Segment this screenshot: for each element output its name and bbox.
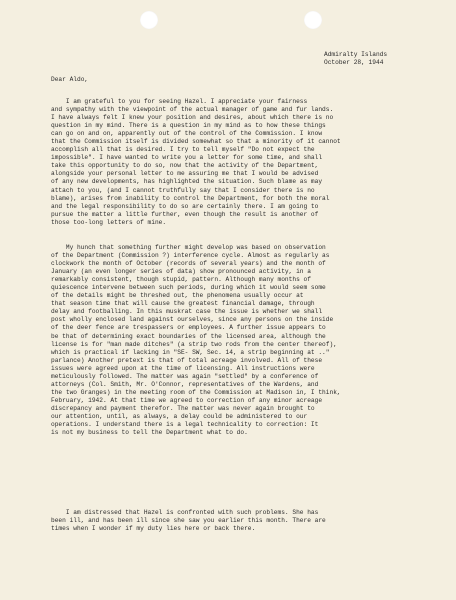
paragraph-line: impossible". I have wanted to write you a letter for some time, and shall xyxy=(51,154,323,162)
paragraph-line: quiescence intervene between such periods, during which it would seem some xyxy=(51,284,326,292)
paragraph-2 xyxy=(51,244,446,437)
letter-salutation: Dear Aldo, xyxy=(51,76,89,83)
paragraph-line: of the deer fence are trespassers or employees. A further issue appears to xyxy=(51,324,326,332)
paragraph-line: and sympathy with the viewpoint of the actual manager of game and fur lands. xyxy=(51,106,334,114)
paragraph-line: our attention, until, as always, a delay could be administered to our xyxy=(51,412,308,420)
paragraph-line: of any new developments, has highlighted the situation. Such blame as may xyxy=(51,178,323,186)
paragraph-line: license is for "man made ditches" (a strip two rods from the center thereof), xyxy=(51,340,337,348)
letter-place: Admiralty Islands xyxy=(324,51,388,58)
paragraph-line: I am distressed that Hazel is confronted with such problems. She has xyxy=(51,509,319,516)
paragraph-line: post wholly enclosed land against ourselves, since any persons on the inside xyxy=(51,316,334,324)
punch-hole-left xyxy=(140,11,158,29)
paragraph-line: alongside your personal letter to me assuring me that I would be advised xyxy=(51,170,319,178)
paragraph-line: blame), arises from inability to control the Department, for both the moral xyxy=(51,194,330,202)
punch-hole-right xyxy=(304,11,322,29)
paragraph-line: issues were agreed upon at the time of licensing. All instructions were xyxy=(51,364,315,372)
paragraph-line: those too-long letters of mine. xyxy=(51,218,167,226)
paragraph-3 xyxy=(51,509,446,533)
paragraph-line: operations. I understand there is a legal technicality to correction: It xyxy=(51,421,319,429)
letter-date: October 28, 1944 xyxy=(324,59,384,67)
paragraph-line: delay and footballing. In this muskrat case the issue is whether we shall xyxy=(51,308,323,316)
paragraph-1 xyxy=(51,98,446,227)
paragraph-line: is not my business to tell the Department what to do. xyxy=(51,429,248,437)
paragraph-line: January (an even longer series of data) show pronounced activity, in a xyxy=(51,268,311,276)
paragraph-line: discrepancy and payment therefor. The matter was never again brought to xyxy=(51,404,315,412)
paragraph-line: question in my mind. There is a question in my mind as to how these things xyxy=(51,122,326,130)
paragraph-line: meticulously followed. The matter was again "settled" by a conference of xyxy=(51,372,319,380)
paragraph-line: and the legal responsibility to do so are certainly there. I am going to xyxy=(51,202,319,210)
paragraph-line: accomplish all that is desired. I try to tell myself "Do not expect the xyxy=(51,146,315,154)
paragraph-line: the two Granges) in the meeting room of the Commission at Madison in, I think, xyxy=(51,388,341,396)
paragraph-line: remarkably consistent, though stupid, pattern. Although many months of xyxy=(51,276,311,284)
paragraph-line: take this opportunity to do so, now that the activity of the Department, xyxy=(51,162,319,170)
paragraph-line: which is practical if lacking in "SE- SW, Sec. 14, a strip beginning at .." xyxy=(51,348,330,356)
paragraph-line: pursue the matter a little further, even though the result is another of xyxy=(51,210,319,218)
paragraph-line: parlance) Another pretext is that of total acreage involved. All of these xyxy=(51,356,323,364)
paragraph-line: clockwork the month of October (records of several years) and the month of xyxy=(51,260,326,268)
paragraph-line: attorneys (Col. Smith, Mr. O'Connor, representatives of the Wardens, and xyxy=(51,380,319,388)
paragraph-line: of the Department (Commission ?) interference cycle. Almost as regularly as xyxy=(51,252,330,260)
paragraph-line: I have always felt I knew your position and desires, about which there is no xyxy=(51,114,334,122)
paragraph-line: of the details might be threshed out, the phenomena usually occur at xyxy=(51,292,304,300)
paragraph-line: times when I wonder if my duty lies here or back there. xyxy=(51,525,256,533)
paragraph-line: that season time that will cause the greatest financial damage, through xyxy=(51,300,315,308)
paragraph-line: be that of determining exact boundaries of the licensed area, although the xyxy=(51,332,326,340)
paragraph-line: been ill, and has been ill since she saw you earlier this month. There are xyxy=(51,517,326,525)
paragraph-line: that the Commission itself is divided somewhat so that a minority of it cannot xyxy=(51,138,341,146)
letter-heading xyxy=(324,51,434,67)
paragraph-line: February, 1942. At that time we agreed to correction of any minor acreage xyxy=(51,396,323,404)
paragraph-line: can go on and on, apparently out of the control of the Commission. I know xyxy=(51,130,323,138)
paragraph-line: I am grateful to you for seeing Hazel. I appreciate your fairness xyxy=(51,98,308,105)
paragraph-line: attach to you, (and I cannot truthfully say that I consider there is no xyxy=(51,186,315,194)
paragraph-line: My hunch that something further might develop was based on observation xyxy=(51,244,326,251)
